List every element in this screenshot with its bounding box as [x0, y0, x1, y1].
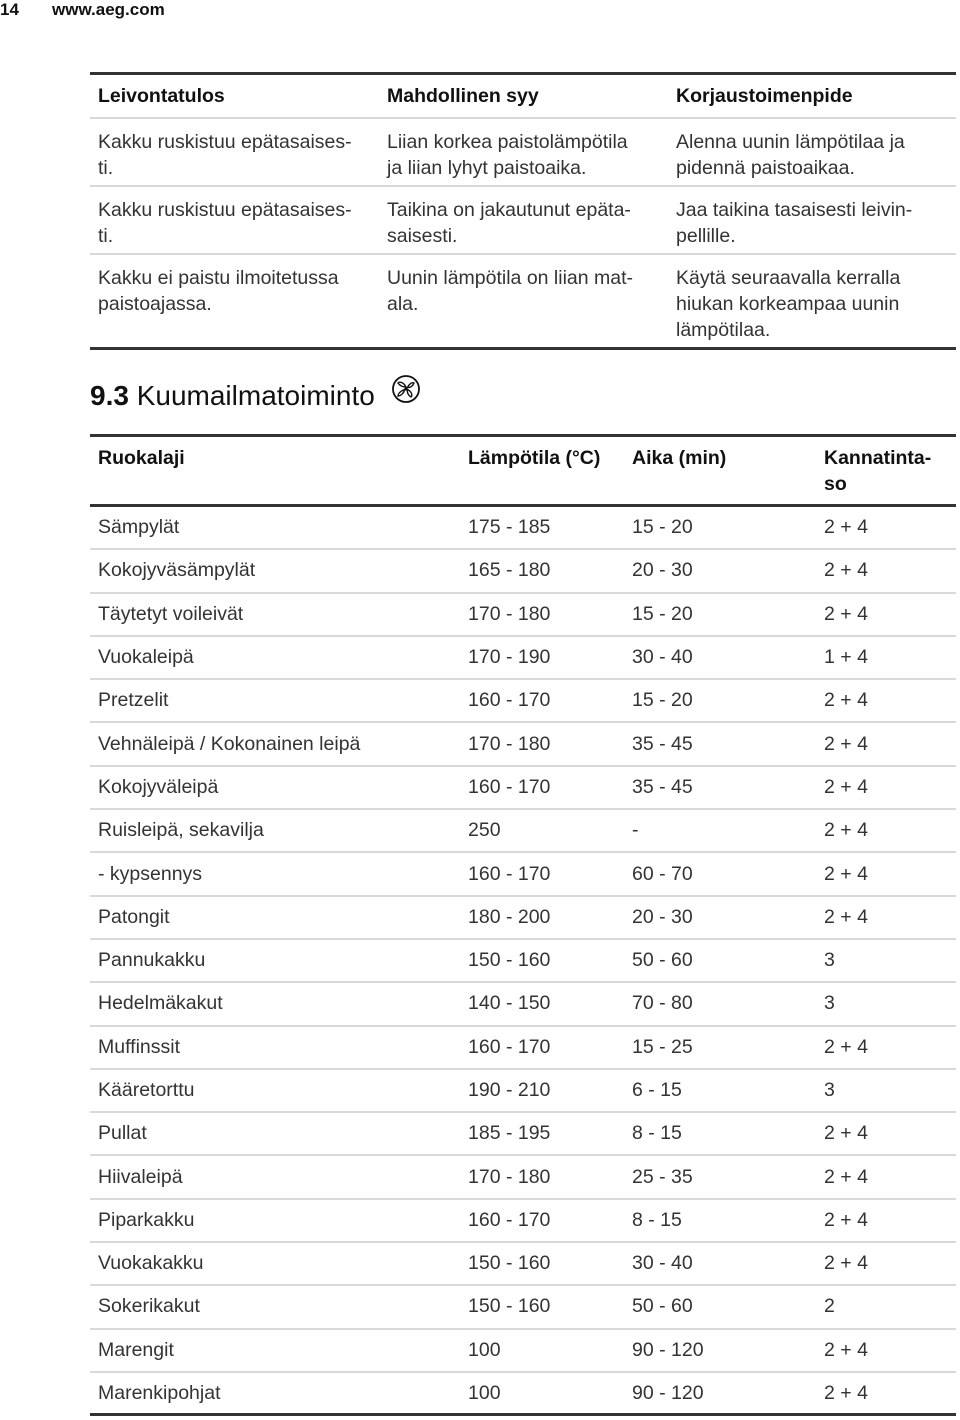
table-cell: 170 - 180	[468, 1165, 551, 1188]
table-cell: 90 - 120	[632, 1381, 704, 1404]
table-cell: 3	[824, 992, 835, 1015]
table-row	[90, 1330, 956, 1373]
table-header-row	[90, 75, 956, 119]
table-cell: 35 - 45	[632, 732, 693, 755]
table-row	[90, 853, 956, 896]
table-cell: 30 - 40	[632, 646, 693, 669]
table-row	[90, 680, 956, 723]
table-cell: 2 + 4	[824, 775, 868, 798]
table-cell: 2 + 4	[824, 819, 868, 842]
table-row	[90, 550, 956, 593]
table-cell: Patongit	[98, 905, 170, 928]
table-cell: 6 - 15	[632, 1079, 682, 1101]
table-row	[90, 1243, 956, 1286]
baking-table	[90, 434, 956, 1416]
table-row	[90, 1200, 956, 1243]
table-cell: 20 - 30	[632, 559, 693, 582]
table-cell: Taikina on jakautunut epäta- saisesti.	[387, 199, 631, 247]
table-cell: 15 - 20	[632, 602, 693, 625]
table-cell: 185 - 195	[468, 1122, 551, 1145]
table-cell: Vehnäleipä / Kokonainen leipä	[98, 732, 361, 755]
table-cell: 170 - 180	[468, 732, 551, 755]
table-cell: 90 - 120	[632, 1338, 704, 1361]
table-cell: Marengit	[98, 1338, 174, 1361]
fan-icon	[391, 373, 421, 417]
table-cell: Kääretorttu	[98, 1079, 195, 1101]
table-cell: Vuokaleipä	[98, 646, 194, 669]
table-cell: Sämpylät	[98, 516, 180, 539]
table-header-row	[90, 437, 956, 507]
table-cell: Vuokakakku	[98, 1252, 204, 1275]
table-cell: Kakku ruskistuu epätasaises- ti.	[98, 131, 352, 179]
table-row	[90, 594, 956, 637]
table-cell: 3	[824, 949, 835, 972]
table-cell: 140 - 150	[468, 992, 551, 1015]
column-header: Ruokalaji	[98, 447, 185, 469]
column-header: Lämpötila (°C)	[468, 447, 601, 469]
table-cell: 2 + 4	[824, 1381, 868, 1404]
table-row	[90, 119, 956, 187]
table-cell: Marenkipohjat	[98, 1381, 221, 1404]
table-cell: 2 + 4	[824, 1252, 868, 1275]
table-cell: 8 - 15	[632, 1122, 682, 1145]
table-cell: 8 - 15	[632, 1208, 682, 1231]
table-cell: Käytä seuraavalla kerralla hiukan korkeampaa uunin lämpötilaa.	[676, 267, 901, 341]
table-cell: 25 - 35	[632, 1165, 693, 1188]
table-row	[90, 983, 956, 1026]
column-header: Mahdollinen syy	[387, 85, 539, 107]
table-cell: 160 - 170	[468, 1035, 551, 1058]
table-cell: Ruisleipä, sekavilja	[98, 819, 264, 842]
table-cell: Kakku ruskistuu epätasaises- ti.	[98, 199, 352, 247]
table-cell: 2 + 4	[824, 862, 868, 885]
table-row	[90, 637, 956, 680]
section-number: 9.3	[90, 380, 129, 411]
table-cell: 160 - 170	[468, 1208, 551, 1231]
table-cell: 170 - 180	[468, 602, 551, 625]
table-cell: Täytetyt voileivät	[98, 602, 244, 625]
table-cell: 160 - 170	[468, 862, 551, 885]
table-cell: 2 + 4	[824, 1035, 868, 1058]
table-cell: 160 - 170	[468, 775, 551, 798]
table-cell: 2 + 4	[824, 689, 868, 712]
table-cell: 150 - 160	[468, 1252, 551, 1275]
table-cell: 2 + 4	[824, 1338, 868, 1361]
table-row	[90, 1286, 956, 1329]
table-cell: 60 - 70	[632, 862, 693, 885]
column-header: Leivontatulos	[98, 85, 225, 107]
table-row	[90, 507, 956, 550]
table-cell: 2	[824, 1295, 835, 1318]
table-cell: - kypsennys	[98, 862, 203, 885]
table-row	[90, 1113, 956, 1156]
column-header: Kannatinta- so	[824, 447, 932, 495]
troubleshooting-table	[90, 72, 956, 350]
section-title	[90, 374, 421, 418]
table-cell: Uunin lämpötila on liian mat- ala.	[387, 267, 634, 315]
table-row	[90, 1070, 956, 1113]
table-cell: 100	[468, 1381, 501, 1404]
table-cell: 15 - 20	[632, 516, 693, 539]
table-cell: Jaa taikina tasaisesti leivin- pellille.	[676, 199, 913, 247]
table-row	[90, 940, 956, 983]
table-cell: 150 - 160	[468, 1295, 551, 1318]
table-cell: 3	[824, 1079, 835, 1101]
site-url: www.aeg.com	[52, 0, 165, 19]
table-row	[90, 187, 956, 255]
table-cell: 150 - 160	[468, 949, 551, 972]
table-cell: Pannukakku	[98, 949, 206, 972]
table-cell: Pretzelit	[98, 689, 169, 712]
table-cell: 15 - 25	[632, 1035, 693, 1058]
table-cell: 50 - 60	[632, 949, 693, 972]
table-cell: Kakku ei paistu ilmoitetussa paistoajassa.	[98, 267, 339, 315]
table-cell: 2 + 4	[824, 602, 868, 625]
table-cell: 165 - 180	[468, 559, 551, 582]
table-row	[90, 1156, 956, 1199]
table-cell: 190 - 210	[468, 1079, 551, 1101]
table-cell: 180 - 200	[468, 905, 551, 928]
table-cell: 70 - 80	[632, 992, 693, 1015]
table-cell: 2 + 4	[824, 732, 868, 755]
table-cell: 30 - 40	[632, 1252, 693, 1275]
table-cell: 2 + 4	[824, 1165, 868, 1188]
table-cell: 15 - 20	[632, 689, 693, 712]
table-row	[90, 255, 956, 350]
table-cell: 2 + 4	[824, 516, 868, 539]
table-cell: 20 - 30	[632, 905, 693, 928]
table-cell: 2 + 4	[824, 1122, 868, 1145]
table-cell: Pullat	[98, 1122, 147, 1145]
table-cell: 170 - 190	[468, 646, 551, 669]
table-cell: Kokojyväsämpylät	[98, 559, 256, 582]
table-cell: 1 + 4	[824, 646, 868, 669]
table-cell: 250	[468, 819, 501, 842]
table-cell: Alenna uunin lämpötilaa ja pidennä paistoaikaa.	[676, 131, 905, 179]
table-cell: 2 + 4	[824, 559, 868, 582]
column-header: Korjaustoimenpide	[676, 85, 853, 107]
table-cell: 2 + 4	[824, 905, 868, 928]
table-cell: Hiivaleipä	[98, 1165, 183, 1188]
table-cell: Piparkakku	[98, 1208, 195, 1231]
page-number: 14	[0, 0, 19, 19]
table-row	[90, 1027, 956, 1070]
table-cell: -	[632, 819, 639, 842]
table-row	[90, 1373, 956, 1416]
section-title-text: Kuumailmatoiminto	[136, 380, 375, 411]
table-cell: 100	[468, 1338, 501, 1361]
table-cell: 2 + 4	[824, 1208, 868, 1231]
table-cell: 50 - 60	[632, 1295, 693, 1318]
table-cell: 175 - 185	[468, 516, 551, 539]
table-cell: Kokojyväleipä	[98, 775, 219, 798]
table-cell: Hedelmäkakut	[98, 992, 223, 1015]
table-cell: Muffinssit	[98, 1035, 180, 1058]
table-row	[90, 810, 956, 853]
table-row	[90, 897, 956, 940]
table-cell: Sokerikakut	[98, 1295, 200, 1318]
table-cell: 160 - 170	[468, 689, 551, 712]
table-row	[90, 767, 956, 810]
table-cell: 35 - 45	[632, 775, 693, 798]
column-header: Aika (min)	[632, 447, 727, 469]
table-cell: Liian korkea paistolämpötila ja liian lyhyt paistoaika.	[387, 131, 628, 179]
table-row	[90, 723, 956, 766]
